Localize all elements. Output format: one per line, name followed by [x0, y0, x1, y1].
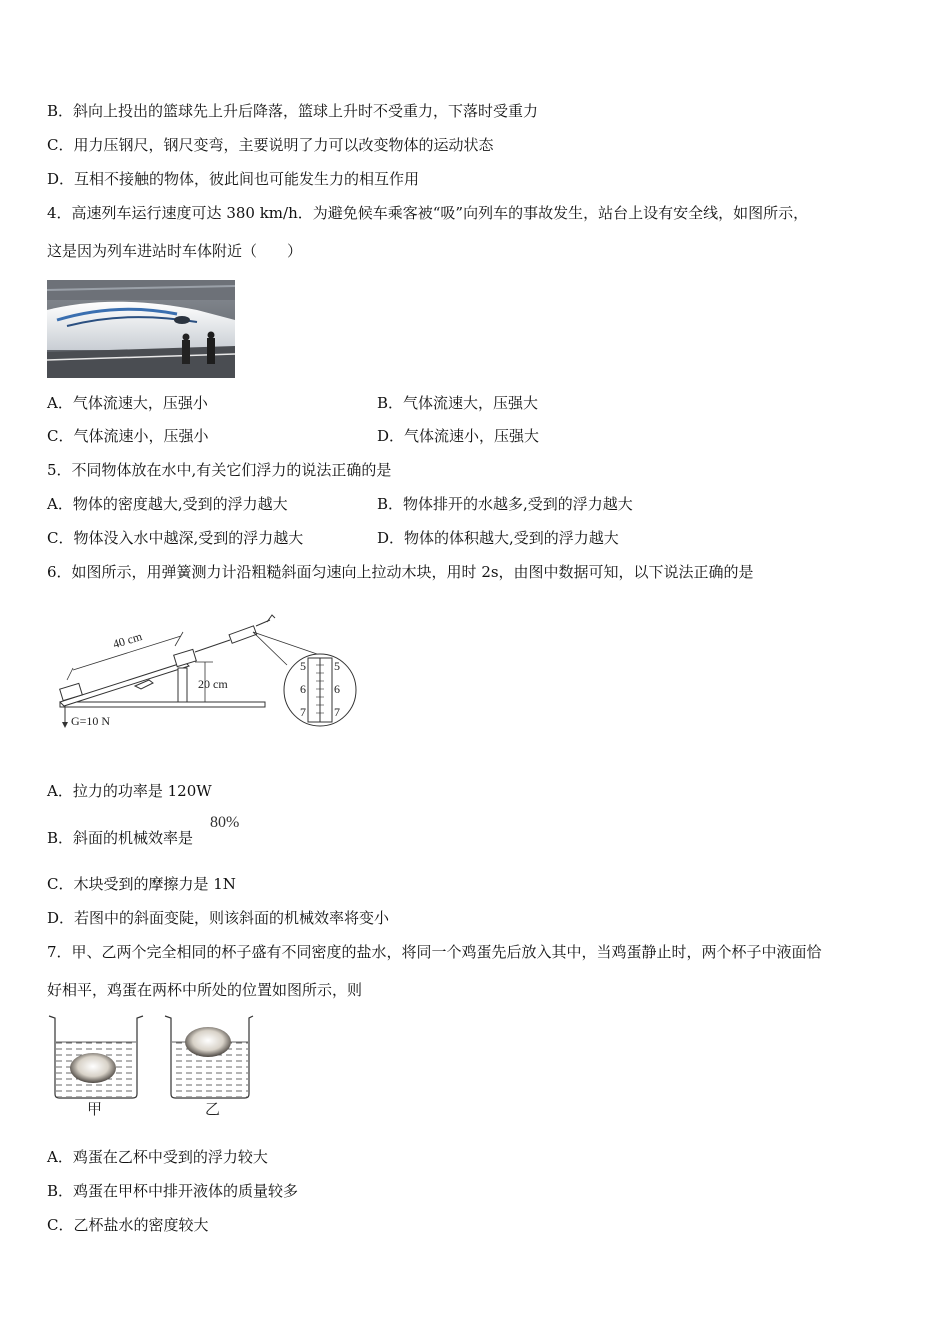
- scale-mark-6-right: 6: [334, 682, 340, 696]
- fig-height-label: 20 cm: [198, 677, 228, 691]
- fig-weight-label: G=10 N: [71, 714, 111, 728]
- q3-option-d: D．互相不接触的物体，彼此间也可能发生力的相互作用: [47, 170, 420, 188]
- scale-mark-7-right: 7: [334, 705, 340, 719]
- scale-mark-6-left: 6: [300, 682, 306, 696]
- q6-option-c: C．木块受到的摩擦力是 1N: [47, 875, 236, 893]
- q4-option-d: D．气体流速小，压强大: [377, 427, 540, 445]
- q7-option-a: A．鸡蛋在乙杯中受到的浮力较大: [47, 1148, 268, 1166]
- q6-option-d: D．若图中的斜面变陡，则该斜面的机械效率将变小: [47, 909, 390, 927]
- q4-option-a: A．气体流速大，压强小: [47, 394, 208, 412]
- q3-option-b: B．斜向上投出的篮球先上升后降落，篮球上升时不受重力，下落时受重力: [47, 102, 539, 120]
- fig-length-label: 40 cm: [111, 629, 144, 652]
- q5-option-c: C．物体没入水中越深,受到的浮力越大: [47, 529, 304, 547]
- scale-mark-7-left: 7: [300, 705, 306, 719]
- q4-option-b: B．气体流速大，压强大: [377, 394, 539, 412]
- q7-option-c: C．乙杯盐水的密度较大: [47, 1216, 209, 1234]
- q7-option-b: B．鸡蛋在甲杯中排开液体的质量较多: [47, 1182, 299, 1200]
- q5-option-b: B．物体排开的水越多,受到的浮力越大: [377, 495, 633, 513]
- q6-option-b-value: 80%: [210, 814, 240, 831]
- q5-option-a: A．物体的密度越大,受到的浮力越大: [47, 495, 288, 513]
- q5-stem: 5．不同物体放在水中,有关它们浮力的说法正确的是: [47, 461, 392, 479]
- egg-cups-diagram: [45, 1010, 255, 1120]
- q6-option-b: B．斜面的机械效率是: [47, 829, 194, 847]
- q4-stem-line2: 这是因为列车进站时车体附近（ ）: [47, 242, 303, 260]
- incline-diagram: [55, 610, 365, 740]
- q7-stem-line1: 7．甲、乙两个完全相同的杯子盛有不同密度的盐水，将同一个鸡蛋先后放入其中，当鸡蛋静止时，两个杯子中液面恰: [47, 943, 822, 961]
- train-photo: [47, 280, 235, 378]
- q6-option-a: A．拉力的功率是 120W: [47, 782, 212, 800]
- q4-stem-line1: 4．高速列车运行速度可达 380 km/h．为避免候车乘客被“吸”向列车的事故发生，站台上设有安全线，如图所示，: [47, 204, 809, 222]
- q3-option-c: C．用力压钢尺，钢尺变弯，主要说明了力可以改变物体的运动状态: [47, 136, 494, 154]
- q5-option-d: D．物体的体积越大,受到的浮力越大: [377, 529, 619, 547]
- q7-stem-line2: 好相平，鸡蛋在两杯中所处的位置如图所示，则: [47, 981, 363, 999]
- scale-mark-5-left: 5: [300, 659, 306, 673]
- scale-mark-5-right: 5: [334, 659, 340, 673]
- cup-label-jia: 甲: [87, 1100, 103, 1118]
- cup-label-yi: 乙: [205, 1100, 221, 1118]
- q6-stem: 6．如图所示，用弹簧测力计沿粗糙斜面匀速向上拉动木块，用时 2s，由图中数据可知，以下说法正确的是: [47, 563, 754, 581]
- q4-option-c: C．气体流速小，压强小: [47, 427, 209, 445]
